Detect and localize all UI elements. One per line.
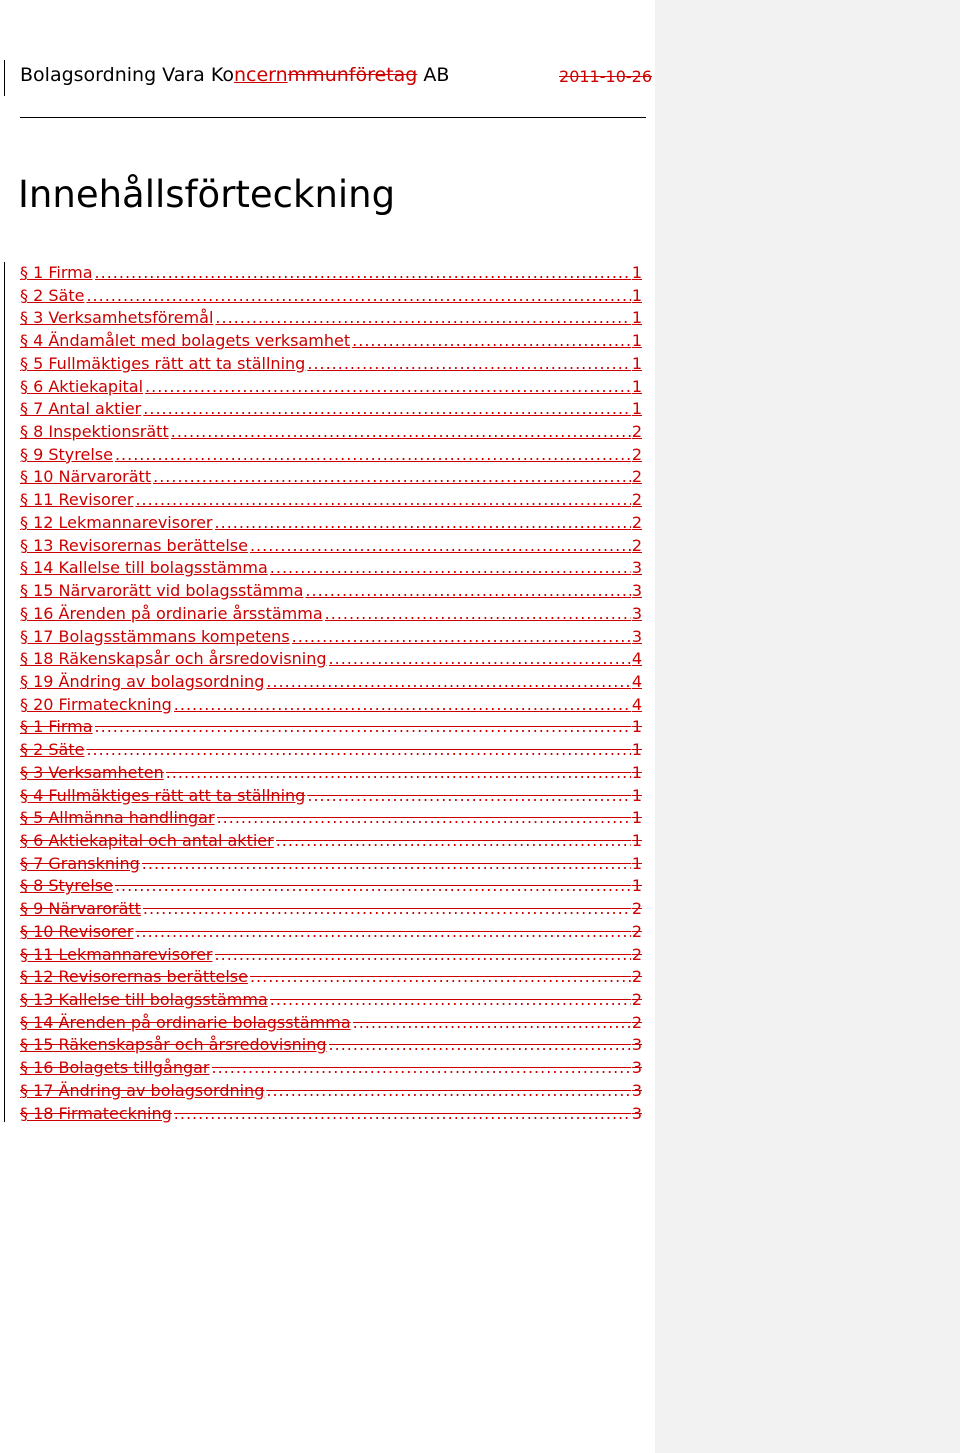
dot-leader bbox=[325, 603, 631, 626]
toc-entry-label: § 10 Närvarorätt bbox=[20, 467, 152, 487]
toc-entry[interactable] bbox=[20, 671, 642, 694]
toc-entry[interactable] bbox=[20, 512, 642, 535]
dot-leader bbox=[353, 1012, 631, 1035]
dot-leader bbox=[212, 1057, 631, 1080]
dot-leader bbox=[95, 262, 631, 285]
toc-entry-label: § 1 Firma bbox=[20, 263, 93, 282]
toc-entry-page: 2 bbox=[631, 1012, 642, 1032]
toc-entry-page: 3 bbox=[631, 581, 642, 601]
toc-entry-label: § 17 Bolagsstämmans kompetens bbox=[20, 626, 290, 646]
toc-entry-label: § 16 Bolagets tillgångar bbox=[20, 1058, 210, 1078]
toc-entry[interactable] bbox=[20, 285, 642, 308]
toc-entry-label: § 8 Styrelse bbox=[20, 876, 113, 896]
toc-entry[interactable] bbox=[20, 1057, 642, 1080]
dot-leader bbox=[307, 785, 631, 808]
toc-entry[interactable] bbox=[20, 853, 642, 876]
dot-leader bbox=[215, 512, 631, 535]
page-header bbox=[20, 63, 654, 87]
toc-entry-label: § 16 Ärenden på ordinarie årsstämma bbox=[20, 603, 323, 623]
toc-entry[interactable] bbox=[20, 966, 642, 989]
toc-entry-page: 1 bbox=[631, 263, 642, 282]
toc-entry-label: § 3 Verksamheten bbox=[20, 762, 164, 782]
toc-entry-page: 1 bbox=[631, 717, 642, 737]
toc-entry-page: 3 bbox=[631, 603, 642, 623]
toc-entry-page: 2 bbox=[631, 944, 642, 964]
dot-leader bbox=[266, 671, 630, 694]
toc-entry-label: § 13 Kallelse till bolagsstämma bbox=[20, 990, 268, 1009]
toc-entry-page: 1 bbox=[631, 353, 642, 373]
dot-leader bbox=[270, 557, 631, 580]
header-title-text: Bolagsordning Vara Ko bbox=[20, 64, 234, 86]
dot-leader bbox=[142, 853, 631, 876]
toc-entry-page: 3 bbox=[631, 1058, 642, 1078]
change-bar bbox=[4, 60, 5, 96]
toc-entry-label: § 15 Räkenskapsår och årsredovisning bbox=[20, 1035, 327, 1055]
toc-entry[interactable] bbox=[20, 875, 642, 898]
dot-leader bbox=[174, 1103, 631, 1126]
dot-leader bbox=[135, 921, 630, 944]
toc-entry[interactable] bbox=[20, 807, 642, 830]
toc-entry[interactable] bbox=[20, 898, 642, 921]
toc-entry-page: 3 bbox=[631, 1035, 642, 1055]
toc-entry-label: § 18 Firmateckning bbox=[20, 1103, 172, 1123]
dot-leader bbox=[329, 1034, 631, 1057]
toc-entry[interactable] bbox=[20, 489, 642, 512]
toc-entry[interactable] bbox=[20, 421, 642, 444]
toc-entry[interactable] bbox=[20, 739, 642, 762]
toc-entry[interactable] bbox=[20, 716, 642, 739]
toc-entry-label: § 1 Firma bbox=[20, 717, 93, 737]
header-title-insertion: ncern bbox=[233, 64, 288, 86]
dot-leader bbox=[86, 285, 630, 308]
toc-entry-label: § 2 Säte bbox=[20, 285, 85, 305]
toc-entry[interactable] bbox=[20, 1103, 642, 1126]
toc-entry[interactable] bbox=[20, 603, 642, 626]
dot-leader bbox=[166, 762, 631, 785]
toc-entry-label: § 9 Närvarorätt bbox=[20, 899, 141, 919]
toc-entry-page: 1 bbox=[631, 762, 642, 782]
toc-entry-page: 3 bbox=[631, 1080, 642, 1100]
toc-entry[interactable] bbox=[20, 580, 642, 603]
dot-leader bbox=[217, 807, 631, 830]
toc-entry[interactable] bbox=[20, 989, 642, 1012]
toc-entry-page: 2 bbox=[631, 444, 642, 464]
dot-leader bbox=[250, 966, 631, 989]
dot-leader bbox=[305, 580, 630, 603]
dot-leader bbox=[171, 421, 631, 444]
header-date: 2011-10-26 bbox=[559, 67, 652, 86]
toc-entry-label: § 12 Revisorernas berättelse bbox=[20, 967, 248, 987]
toc-entry[interactable] bbox=[20, 830, 642, 853]
toc-entry-label: § 3 Verksamhetsföremål bbox=[20, 308, 214, 328]
markup-pane bbox=[655, 0, 960, 1453]
toc-entry[interactable] bbox=[20, 398, 642, 421]
toc-entry[interactable] bbox=[20, 353, 642, 376]
toc-entry[interactable] bbox=[20, 1034, 642, 1057]
toc-entry-page: 4 bbox=[631, 649, 642, 669]
toc-entry-label: § 17 Ändring av bolagsordning bbox=[20, 1080, 265, 1100]
dot-leader bbox=[145, 376, 631, 399]
toc-entry-page: 2 bbox=[631, 967, 642, 987]
dot-leader bbox=[115, 875, 631, 898]
toc-title: Innehållsförteckning bbox=[18, 173, 396, 216]
toc-entry[interactable] bbox=[20, 1012, 642, 1035]
toc-entry-label: § 5 Allmänna handlingar bbox=[20, 808, 215, 828]
toc-entry[interactable] bbox=[20, 466, 642, 489]
change-bar bbox=[4, 262, 5, 1122]
toc-entry[interactable] bbox=[20, 648, 642, 671]
dot-leader bbox=[266, 1080, 630, 1103]
dot-leader bbox=[307, 353, 631, 376]
toc-entry-page: 1 bbox=[631, 876, 642, 896]
toc-list bbox=[20, 262, 642, 1125]
dot-leader bbox=[215, 944, 631, 967]
dot-leader bbox=[95, 716, 631, 739]
toc-entry[interactable] bbox=[20, 694, 642, 717]
dot-leader bbox=[329, 648, 631, 671]
toc-entry[interactable] bbox=[20, 1080, 642, 1103]
toc-entry-label: § 10 Revisorer bbox=[20, 921, 134, 941]
toc-entry-page: 2 bbox=[631, 490, 642, 510]
toc-entry-label: § 19 Ändring av bolagsordning bbox=[20, 671, 265, 691]
dot-leader bbox=[86, 739, 630, 762]
toc-entry-page: 1 bbox=[631, 740, 642, 760]
dot-leader bbox=[292, 626, 631, 649]
dot-leader bbox=[352, 330, 631, 353]
toc-entry-label: § 20 Firmateckning bbox=[20, 694, 172, 714]
toc-entry-page: 1 bbox=[631, 853, 642, 873]
dot-leader bbox=[250, 535, 631, 558]
toc-entry[interactable] bbox=[20, 262, 642, 285]
header-title-suffix: AB bbox=[417, 64, 450, 86]
toc-entry-page: 2 bbox=[631, 921, 642, 941]
toc-entry-label: § 11 Lekmannarevisorer bbox=[20, 944, 213, 964]
toc-entry[interactable] bbox=[20, 535, 642, 558]
toc-entry-label: § 15 Närvarorätt vid bolagsstämma bbox=[20, 581, 304, 601]
dot-leader bbox=[143, 398, 631, 421]
toc-entry-page: 2 bbox=[631, 990, 642, 1009]
dot-leader bbox=[215, 307, 630, 330]
toc-entry-label: § 11 Revisorer bbox=[20, 490, 134, 510]
toc-entry-page: 1 bbox=[631, 331, 642, 351]
toc-entry-page: 1 bbox=[631, 808, 642, 828]
toc-entry-label: § 7 Granskning bbox=[20, 853, 140, 873]
toc-entry[interactable] bbox=[20, 444, 642, 467]
toc-entry-page: 2 bbox=[631, 512, 642, 532]
toc-entry-label: § 9 Styrelse bbox=[20, 444, 113, 464]
toc-entry-label: § 13 Revisorernas berättelse bbox=[20, 535, 248, 555]
toc-entry-page: 3 bbox=[631, 1103, 642, 1123]
dot-leader bbox=[174, 694, 631, 717]
toc-entry-page: 1 bbox=[631, 308, 642, 328]
toc-entry[interactable] bbox=[20, 921, 642, 944]
toc-entry-label: § 18 Räkenskapsår och årsredovisning bbox=[20, 649, 327, 669]
toc-entry-label: § 6 Aktiekapital och antal aktier bbox=[20, 830, 274, 850]
dot-leader bbox=[143, 898, 631, 921]
toc-entry-page: 1 bbox=[631, 830, 642, 850]
toc-entry-page: 2 bbox=[631, 422, 642, 442]
dot-leader bbox=[153, 466, 631, 489]
toc-entry-label: § 7 Antal aktier bbox=[20, 399, 142, 419]
toc-entry[interactable] bbox=[20, 307, 642, 330]
toc-entry-label: § 2 Säte bbox=[20, 740, 85, 760]
toc-entry[interactable] bbox=[20, 762, 642, 785]
toc-entry-label: § 14 Kallelse till bolagsstämma bbox=[20, 558, 268, 578]
toc-entry-label: § 14 Ärenden på ordinarie bolagsstämma bbox=[20, 1012, 351, 1032]
toc-entry-label: § 4 Fullmäktiges rätt att ta ställning bbox=[20, 785, 306, 805]
toc-entry-page: 2 bbox=[631, 535, 642, 555]
toc-entry-page: 1 bbox=[631, 785, 642, 805]
toc-entry-page: 1 bbox=[631, 376, 642, 396]
toc-entry-label: § 6 Aktiekapital bbox=[20, 376, 144, 396]
toc-entry[interactable] bbox=[20, 785, 642, 808]
toc-entry-page: 4 bbox=[631, 671, 642, 691]
toc-entry-page: 1 bbox=[631, 399, 642, 419]
toc-entry-page: 2 bbox=[631, 899, 642, 919]
dot-leader bbox=[135, 489, 630, 512]
toc-entry[interactable] bbox=[20, 944, 642, 967]
toc-entry-label: § 4 Ändamålet med bolagets verksamhet bbox=[20, 331, 351, 351]
dot-leader bbox=[270, 989, 631, 1012]
toc-entry-label: § 12 Lekmannarevisorer bbox=[20, 512, 213, 532]
toc-entry-label: § 8 Inspektionsrätt bbox=[20, 422, 169, 442]
toc-entry-page: 3 bbox=[631, 626, 642, 646]
header-title-deletion: mmunföretag bbox=[287, 64, 418, 86]
toc-entry-page: 4 bbox=[631, 694, 642, 714]
header-divider bbox=[20, 117, 646, 118]
dot-leader bbox=[115, 444, 631, 467]
toc-entry[interactable] bbox=[20, 376, 642, 399]
toc-entry-page: 2 bbox=[631, 467, 642, 487]
toc-entry-page: 3 bbox=[631, 558, 642, 578]
toc-entry[interactable] bbox=[20, 557, 642, 580]
toc-entry-page: 1 bbox=[631, 285, 642, 305]
toc-entry[interactable] bbox=[20, 330, 642, 353]
dot-leader bbox=[276, 830, 631, 853]
toc-entry[interactable] bbox=[20, 626, 642, 649]
toc-entry-label: § 5 Fullmäktiges rätt att ta ställning bbox=[20, 353, 306, 373]
